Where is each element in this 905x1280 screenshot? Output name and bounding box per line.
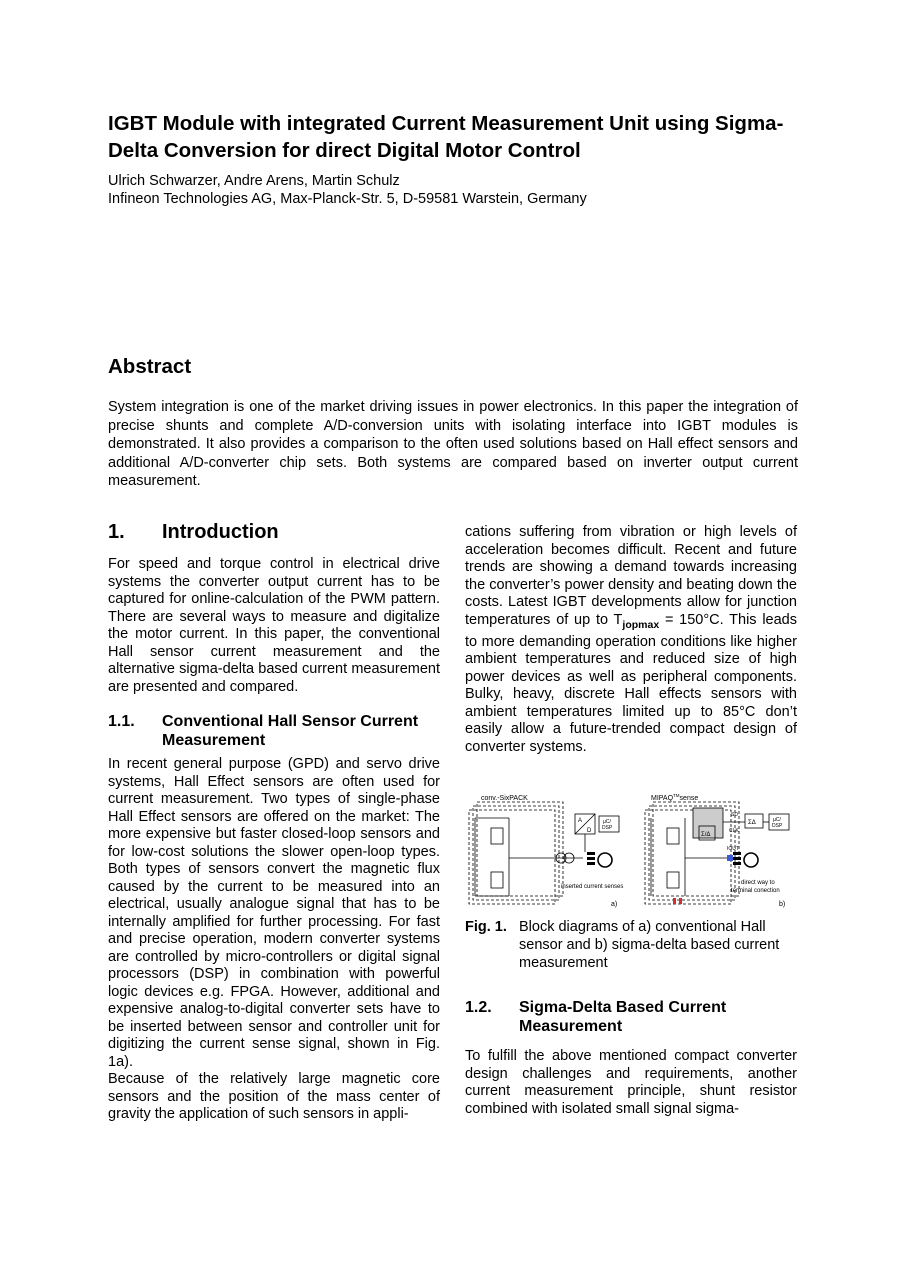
abstract-heading: Abstract: [108, 355, 192, 378]
section-1-2-heading: [465, 998, 797, 1036]
direct-way-label-1: direct way to: [741, 880, 775, 887]
section-1-1-heading: [108, 712, 440, 750]
direct-way-label-2: terminal conection: [731, 888, 780, 895]
ad-bottom-label: D: [587, 828, 592, 835]
abstract-text: System integration is one of the market driving issues in power electronics. In this paper the integration of precise shunts and complete A/D-conversion units with isolating interface into IGBT modules is demonstrated. It also provides a comparison to the often used solutions based on Hall effect sensors and additional A/D-converter chip sets. Both systems are compared based on inverter output current measurement.: [108, 399, 798, 490]
igbt-bottom-left-icon: [491, 872, 503, 888]
ad-top-label: A: [578, 818, 583, 825]
dsp-left-bottom-label: DSP: [602, 825, 613, 832]
section-1-1-number: 1.1.: [108, 713, 135, 730]
section-1-2-number: 1.2.: [465, 999, 492, 1017]
section-1-title: Introduction: [162, 521, 279, 543]
figure-1-caption-text: Block diagrams of a) conventional Hall sensor and b) sigma-delta based current measurement: [519, 919, 780, 972]
author-block: [108, 172, 587, 208]
section-1-number: 1.: [108, 521, 125, 543]
igbt-top-right-icon: [667, 828, 679, 844]
sum-glyph-label: Σ/Δ: [701, 832, 711, 839]
left-column: [108, 520, 440, 1124]
figure-1-caption: [465, 918, 797, 972]
sd-label: SD: [731, 812, 738, 819]
dsp-right-bottom-label: DSP: [772, 823, 783, 830]
right-column: [465, 524, 797, 1118]
right-module-label-sup: TM: [673, 793, 680, 799]
right-module-label: [651, 793, 698, 802]
right-module-label-suffix: sense: [679, 795, 699, 803]
left-module-inner-box-2: [469, 810, 555, 904]
paper-title: IGBT Module with integrated Current Measurement Unit using Sigma-Delta Conversion for direct Digital Motor Control: [108, 112, 784, 162]
panel-b-label: b): [779, 901, 786, 909]
section-1-2-title: Sigma-Delta Based Current Measurement: [519, 999, 727, 1036]
dsp-right-top-label: µC/: [773, 817, 781, 824]
panel-a-label: a): [611, 901, 618, 909]
paragraph-2b-pre: cations suffering from vibration or high levels of acceleration becomes difficult. Recent and future trends are showing a demand towards increasing the converter’s power density and beating down the costs. Latest IGBT developments allow for junction temperatures of up to T: [465, 524, 797, 628]
section-1-1-paragraph-2b: [465, 524, 797, 756]
authors: Ulrich Schwarzer, Andre Arens, Martin Schulz: [108, 173, 400, 189]
motor-right-icon: [744, 853, 758, 867]
left-module-label: conv.-SixPACK: [481, 795, 528, 803]
dsp-left-top-label: µC/: [603, 819, 611, 826]
section-1-paragraph: For speed and torque control in electrical drive systems the converter output current has to be captured for online-calculation of the PWM pattern. There are several ways to measure and digitalize the motor current. In this paper, the conventional Hall sensor current measurement and the alternative sigma-delta based current measurement are presented and compared.: [108, 556, 440, 695]
left-module-inner-box: [473, 806, 559, 900]
right-module-label-main: MIPAQ: [651, 795, 674, 803]
affiliation: Infineon Technologies AG, Max-Planck-Str. 5, D-59581 Warstein, Germany: [108, 191, 587, 207]
filter-label: ΣΔ: [748, 820, 756, 827]
motor-left-icon: [598, 853, 612, 867]
igbt-top-left-icon: [491, 828, 503, 844]
igbt-bottom-right-icon: [667, 872, 679, 888]
iout-label: IOUT: [727, 846, 739, 853]
paragraph-2b-post: = 150°C. This leads to more demanding operation conditions like higher ambient temperatures and reduced size of high power devices as well as peripheral components. Bulky, heavy, discrete Hall effects sensors with ambient temperatures limited up to 85°C don’t easily allow a future-trended compact design of converter systems.: [465, 611, 797, 755]
section-1-heading: [108, 520, 440, 544]
section-1-2-paragraph: To fulfill the above mentioned compact converter design challenges and requirements, another current measurement principle, shunt resistor combined with isolated small signal sigma-: [465, 1048, 797, 1117]
figure-1-diagram: [465, 792, 797, 910]
clk-label: CLK: [729, 828, 739, 835]
section-1-1-paragraph-1: In recent general purpose (GPD) and servo drive systems, Hall Effect sensors are often used for current measurement. Two types of single-phase Hall Effect sensors are offered on the market: The more expensive but faster closed-loop sensors and for low-cost solutions the slower open-loop types. Both types of sensors convert the magnetic flux caused by the current to be measured into an electrical, usually analogue signal that has to be internally amplified for further processing. For fast and precise operation, modern converter systems are controlled by micro-controllers or digital signal processors (DSP) in combination with powerful logic devices e.g. FPGA. However, additional and expensive analog-to-digital converter sets have to be inserted between sensor and controller unit for digitizing the current sense signal, shown in Fig. 1a).: [108, 756, 440, 1070]
section-1-1-title: Conventional Hall Sensor Current Measurement: [162, 713, 419, 749]
inserted-senses-label: inserted current senses: [561, 884, 624, 891]
section-1-1-paragraph-2a: Because of the relatively large magnetic core sensors and the position of the mass center of gravity the application of such sensors in appli-: [108, 1071, 440, 1122]
tj-subscript: jopmax: [622, 618, 660, 631]
left-module-outer-box: [477, 802, 563, 896]
figure-1-label: Fig. 1.: [465, 919, 507, 936]
